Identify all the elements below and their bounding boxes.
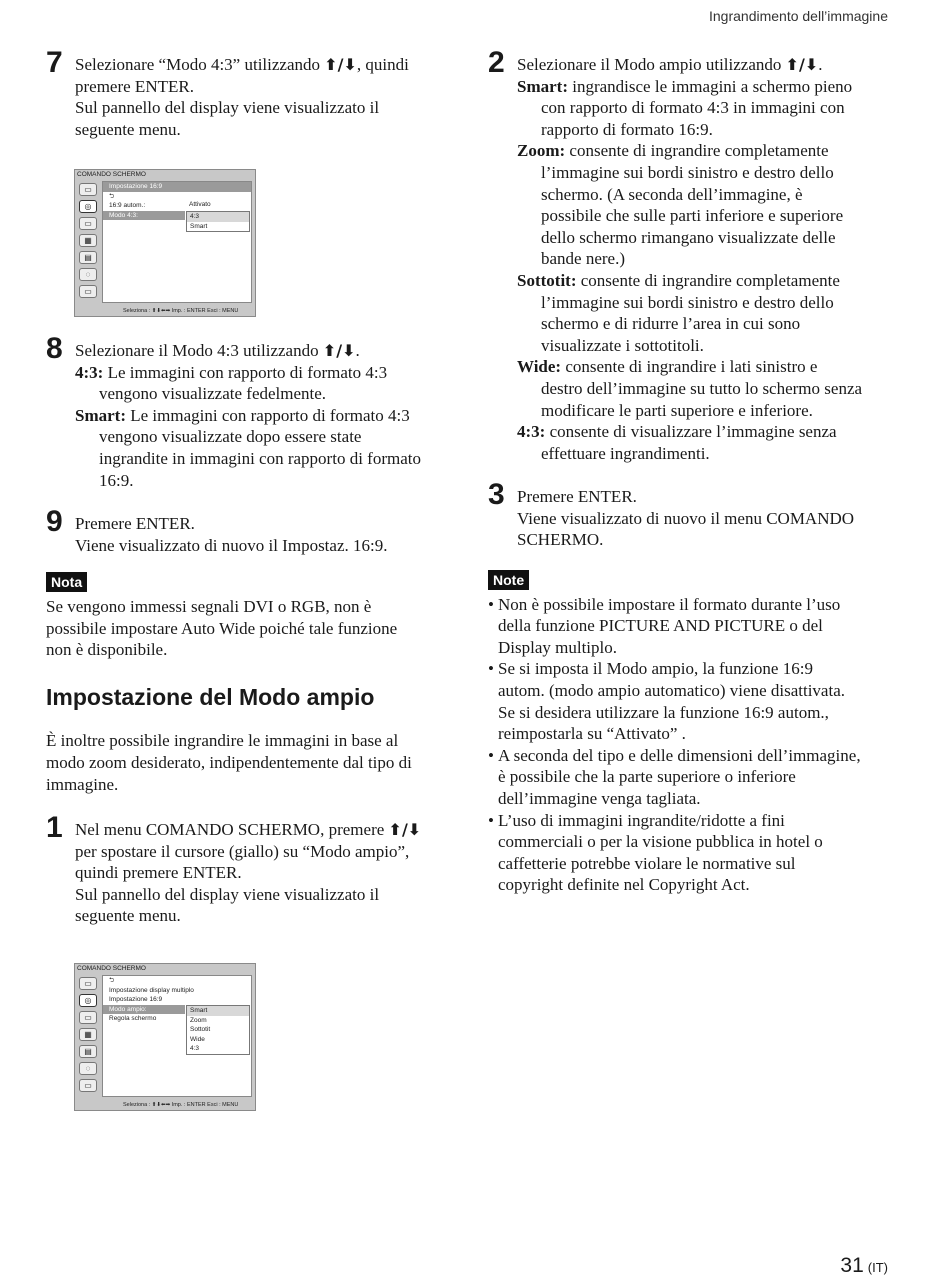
- def-text: vengono visualizzate fedelmente.: [99, 384, 327, 404]
- def-text: vengono visualizzate dopo essere state: [99, 427, 362, 447]
- def-text: consente di ingrandire i lati sinistro e: [561, 357, 818, 377]
- step-text: seguente menu.: [75, 119, 181, 139]
- step-1: [46, 811, 456, 927]
- osd-option: 4:3: [190, 1045, 200, 1052]
- osd-menu-modo-ampio: [74, 963, 256, 1111]
- step-2: [488, 46, 898, 464]
- def-text: consente di ingrandire completamente: [576, 270, 840, 290]
- osd-title: COMANDO SCHERMO: [77, 171, 146, 178]
- step-text: per spostare il cursore (giallo) su “Modo ampio”,: [75, 841, 410, 861]
- note-bullet: [488, 745, 898, 810]
- nota-text: possibile impostare Auto Wide poiché tale funzione: [46, 618, 398, 638]
- note-block: [488, 569, 898, 896]
- osd-option: Smart: [190, 222, 208, 230]
- note-text: Display multiplo.: [498, 637, 617, 657]
- note-label: Note: [488, 570, 529, 590]
- def-text: Le immagini con rapporto di formato 4:3: [125, 405, 410, 425]
- osd-dropdown: [186, 1005, 250, 1055]
- note-text: reimpostarla su “Attivato” .: [498, 724, 686, 744]
- intro-text: modo zoom desiderato, indipendentemente dal tipo di: [46, 752, 412, 772]
- note-text: copyright definite nel Copyright Act.: [498, 875, 750, 895]
- def-text: destro dell’immagine su tutto lo schermo senza: [541, 378, 863, 398]
- def-text: 16:9.: [99, 470, 134, 490]
- options-icon: ◌: [79, 268, 97, 281]
- step-text: Sul pannello del display viene visualizzato il: [75, 884, 380, 904]
- section-intro: [46, 730, 456, 795]
- up-down-arrows-icon: ⬆/⬇: [785, 55, 819, 74]
- step-text: Nel menu COMANDO SCHERMO, premere: [75, 820, 389, 840]
- def-text: l’immagine sui bordi sinistro e destro dello: [541, 292, 834, 312]
- screen-control-icon: ◎: [79, 200, 97, 213]
- note-text: è possibile che la parte superiore o inferiore: [498, 767, 796, 787]
- osd-row-selected: Modo ampio:: [103, 1005, 185, 1015]
- osd-footer: Seleziona : ⬆⬇⬅➡ Imp. : ENTER Esci : MENU: [123, 1102, 239, 1108]
- input-icon: ▭: [79, 285, 97, 298]
- options-icon: ◌: [79, 1062, 97, 1075]
- sound-icon: ▭: [79, 1011, 97, 1024]
- step-text: premere ENTER.: [75, 76, 194, 96]
- step-text: .: [818, 55, 823, 74]
- step-3: [488, 478, 898, 551]
- osd-row-auto: 16:9 autom.:: [109, 202, 146, 209]
- note-text: dell’immagine venga tagliata.: [498, 789, 701, 808]
- nota-label: Nota: [46, 572, 87, 592]
- picture-icon: ▭: [79, 977, 97, 990]
- step-text: Selezionare il Modo 4:3 utilizzando: [75, 341, 323, 360]
- step-text: , quindi: [356, 55, 409, 74]
- note-text: • L’uso di immagini ingrandite/ridotte a fini: [498, 810, 785, 830]
- osd-footer: Seleziona : ⬆⬇⬅➡ Imp. : ENTER Esci : MENU: [123, 308, 239, 314]
- def-term: 4:3:: [517, 422, 546, 442]
- timer-icon: ▤: [79, 251, 97, 264]
- note-text: • A seconda del tipo e delle dimensioni dell’immagine,: [498, 745, 861, 765]
- nota-block: [46, 571, 456, 660]
- step-text: Viene visualizzato di nuovo il menu COMANDO: [517, 508, 855, 528]
- note-bullet: [488, 594, 898, 659]
- osd-option: Sottotit: [190, 1026, 211, 1033]
- osd-panel: [102, 975, 252, 1097]
- def-term: Sottotit:: [517, 270, 577, 290]
- step-number: 1: [46, 811, 63, 845]
- def-term: Smart:: [517, 76, 568, 96]
- def-text: bande nere.): [541, 249, 626, 269]
- def-text: effettuare ingrandimenti.: [541, 443, 710, 463]
- def-text: visualizzate i sottotitoli.: [541, 335, 704, 355]
- step-text: seguente menu.: [75, 906, 181, 926]
- step-text: Sul pannello del display viene visualizzato il: [75, 98, 380, 118]
- note-bullet: [488, 810, 898, 896]
- step-text: quindi premere ENTER.: [75, 863, 242, 883]
- step-number: 8: [46, 332, 63, 365]
- osd-option: Smart: [187, 1006, 249, 1016]
- step-number: 7: [46, 46, 63, 79]
- osd-icon-rail: [78, 181, 100, 302]
- def-text: consente di ingrandire completamente: [565, 141, 829, 161]
- osd-title: COMANDO SCHERMO: [77, 965, 146, 972]
- def-text: l’immagine sui bordi sinistro e destro dello: [541, 162, 834, 182]
- timer-icon: ▤: [79, 1045, 97, 1058]
- step-text: SCHERMO.: [517, 530, 604, 550]
- note-text: della funzione PICTURE AND PICTURE o del: [498, 616, 823, 636]
- def-text: modificare le parti superiore e inferiore.: [541, 400, 813, 420]
- note-text: autom. (modo ampio automatico) viene disattivata.: [498, 681, 845, 701]
- osd-value-auto: Attivato: [189, 201, 211, 208]
- note-bullet: [488, 658, 898, 744]
- step-8: [46, 332, 456, 491]
- input-icon: ▭: [79, 1079, 97, 1092]
- setup-icon: ▦: [79, 1028, 97, 1041]
- osd-row: Impostazione 16:9: [109, 996, 163, 1003]
- osd-panel: [102, 181, 252, 303]
- osd-back-icon: ⮌: [109, 977, 115, 984]
- def-term: Zoom:: [517, 141, 566, 161]
- step-text: Selezionare “Modo 4:3” utilizzando: [75, 55, 325, 74]
- def-text: ingrandite in immagini con rapporto di formato: [99, 448, 421, 468]
- def-text: schermo e di ridurre l’area in cui sono: [541, 314, 801, 334]
- osd-row: Regola schermo: [109, 1015, 157, 1022]
- def-term: 4:3:: [75, 362, 104, 382]
- nota-text: Se vengono immessi segnali DVI o RGB, non è: [46, 596, 372, 616]
- osd-option: 4:3: [187, 212, 249, 222]
- osd-header-row: Impostazione 16:9: [103, 182, 251, 192]
- picture-icon: ▭: [79, 183, 97, 196]
- def-text: consente di visualizzare l’immagine senza: [545, 422, 837, 442]
- osd-option: Zoom: [190, 1016, 207, 1024]
- def-text: schermo. (A seconda dell’immagine, è: [541, 184, 803, 204]
- left-column-lower: [46, 332, 456, 927]
- sound-icon: ▭: [79, 217, 97, 230]
- up-down-arrows-icon: ⬆/⬇: [322, 341, 356, 360]
- step-number: 2: [488, 46, 505, 79]
- intro-text: È inoltre possibile ingrandire le immagini in base al: [46, 731, 399, 751]
- osd-row: Impostazione display multiplo: [109, 986, 194, 994]
- step-9: [46, 505, 456, 556]
- setup-icon: ▦: [79, 234, 97, 247]
- step-7: [46, 46, 456, 140]
- step-text: .: [355, 341, 360, 360]
- note-text: Se si desidera utilizzare la funzione 16:9 autom.,: [498, 702, 829, 722]
- osd-row-mode43: Modo 4:3:: [103, 211, 185, 221]
- page-number: [840, 1254, 888, 1278]
- def-term: Wide:: [517, 357, 562, 377]
- step-text: Premere ENTER.: [75, 514, 195, 534]
- right-column: [488, 46, 898, 896]
- up-down-arrows-icon: ⬆/⬇: [388, 820, 422, 840]
- step-text: Premere ENTER.: [517, 487, 637, 507]
- def-term: Smart:: [75, 405, 126, 425]
- section-title: Impostazione del Modo ampio: [46, 683, 375, 710]
- intro-text: immagine.: [46, 774, 119, 794]
- nota-text: non è disponibile.: [46, 640, 168, 660]
- left-column: [46, 46, 456, 140]
- osd-icon-rail: [78, 975, 100, 1096]
- note-text: • Se si imposta il Modo ampio, la funzione 16:9: [498, 659, 813, 679]
- osd-option: Wide: [190, 1035, 205, 1043]
- def-text: con rapporto di formato 4:3 in immagini con: [541, 98, 845, 118]
- up-down-arrows-icon: ⬆/⬇: [324, 55, 357, 74]
- note-text: commerciali o per la visione pubblica in hotel o: [498, 832, 823, 852]
- osd-back-icon: ⮌: [109, 192, 115, 200]
- def-text: Le immagini con rapporto di formato 4:3: [103, 362, 388, 382]
- note-text: caffetterie potrebbe violare le normative sul: [498, 853, 796, 873]
- page-header-title: Ingrandimento dell’immagine: [709, 8, 888, 24]
- def-text: rapporto di formato 16:9.: [541, 119, 713, 139]
- step-text: Selezionare il Modo ampio utilizzando: [517, 55, 786, 74]
- def-text: dello schermo rimangano visualizzate delle: [541, 227, 836, 247]
- osd-menu-16-9: [74, 169, 256, 317]
- step-number: 3: [488, 478, 505, 512]
- screen-control-icon: ◎: [79, 994, 97, 1007]
- note-text: • Non è possibile impostare il formato durante l’uso: [498, 594, 841, 614]
- step-number: 9: [46, 505, 63, 539]
- page-number-value: 31: [840, 1254, 864, 1277]
- page-lang: (IT): [867, 1260, 888, 1275]
- step-text: Viene visualizzato di nuovo il Impostaz. 16:9.: [75, 535, 388, 555]
- def-text: ingrandisce le immagini a schermo pieno: [567, 76, 853, 96]
- osd-dropdown: [186, 211, 250, 232]
- def-text: possibile che sulle parti inferiore e superiore: [541, 206, 844, 226]
